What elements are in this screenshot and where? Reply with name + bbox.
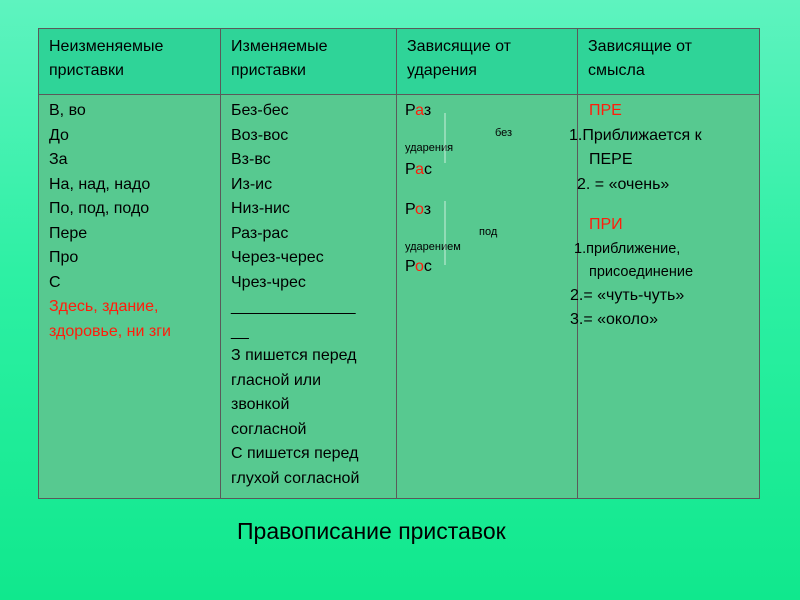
header-changeable: Изменяемые приставки (231, 38, 328, 79)
prefix-roz: Роз (405, 201, 432, 218)
vowel-highlight: а (415, 102, 424, 119)
changeable-cell (221, 95, 397, 499)
list-item: С (49, 273, 61, 291)
underline-divider: ______________ (231, 298, 356, 315)
list-item: На, над, надо (49, 175, 151, 193)
list-item: Через-черес (231, 249, 324, 266)
list-item: Без-бес (231, 102, 289, 119)
unchangeable-cell (39, 95, 221, 499)
vowel-highlight: а (415, 160, 425, 178)
pri-title: ПРИ (589, 216, 623, 233)
list-item: Из-ис (231, 175, 273, 193)
stress-note: под (479, 225, 498, 238)
header-stress-dependent: Зависящие от ударения (407, 38, 511, 79)
list-item: Низ-нис (231, 200, 290, 217)
prefix-rules-table (38, 28, 760, 499)
stress-dependent-cell (397, 95, 578, 499)
header-cell (397, 29, 578, 95)
list-item: 1.приближение, (574, 240, 681, 257)
prefix-ras: Рас (405, 160, 433, 178)
rule-text: С пишется перед (231, 445, 359, 462)
rule-text: З пишется перед (231, 347, 357, 364)
table-header-row (39, 29, 760, 95)
list-item: присоединение (589, 263, 694, 280)
rule-text: гласной или (231, 371, 322, 389)
underline-divider: __ (231, 322, 249, 340)
meaning-dependent-cell (569, 95, 760, 499)
stress-note: без (495, 126, 513, 139)
list-item: 2.= «чуть-чуть» (570, 286, 685, 304)
list-item: 1.Приближается к (569, 126, 702, 144)
list-item: Чрез-чрес (231, 273, 306, 291)
bracket-decoration (444, 113, 454, 163)
pre-title: ПРЕ (589, 102, 622, 119)
bracket-decoration (444, 201, 454, 265)
list-item: Пере (49, 224, 88, 242)
prefix-ros: Рос (405, 257, 432, 275)
table-body-row (39, 95, 760, 499)
slide-caption: Правописание приставок (237, 518, 506, 544)
stress-note: ударением (405, 240, 461, 253)
header-meaning-dependent: Зависящие от смысла (588, 38, 692, 79)
list-item: 3.= «около» (570, 311, 658, 328)
rule-text: согласной (231, 420, 307, 438)
list-item: ПЕРЕ (589, 151, 633, 168)
header-cell (221, 29, 397, 95)
rule-text: звонкой (231, 396, 290, 413)
stress-note: ударения (405, 141, 454, 154)
list-item: Раз-рас (231, 224, 289, 242)
exception-text: здоровье, ни зги (49, 322, 171, 340)
list-item: За (49, 151, 68, 168)
list-item: До (49, 126, 69, 144)
list-item: Воз-вос (231, 126, 289, 144)
vowel-highlight: о (414, 201, 424, 218)
list-item: В, во (49, 102, 86, 119)
list-item: По, под, подо (49, 200, 150, 217)
vowel-highlight: о (414, 257, 424, 275)
exception-text: Здесь, здание, (49, 298, 159, 315)
header-cell (578, 29, 760, 95)
rule-text: глухой согласной (231, 469, 360, 487)
header-cell (39, 29, 221, 95)
header-unchangeable: Неизменяемые приставки (49, 38, 164, 79)
prefix-raz: Раз (405, 102, 432, 119)
list-item: Про (49, 249, 79, 266)
list-item: 2. = «очень» (577, 175, 670, 193)
list-item: Вз-вс (231, 151, 271, 168)
